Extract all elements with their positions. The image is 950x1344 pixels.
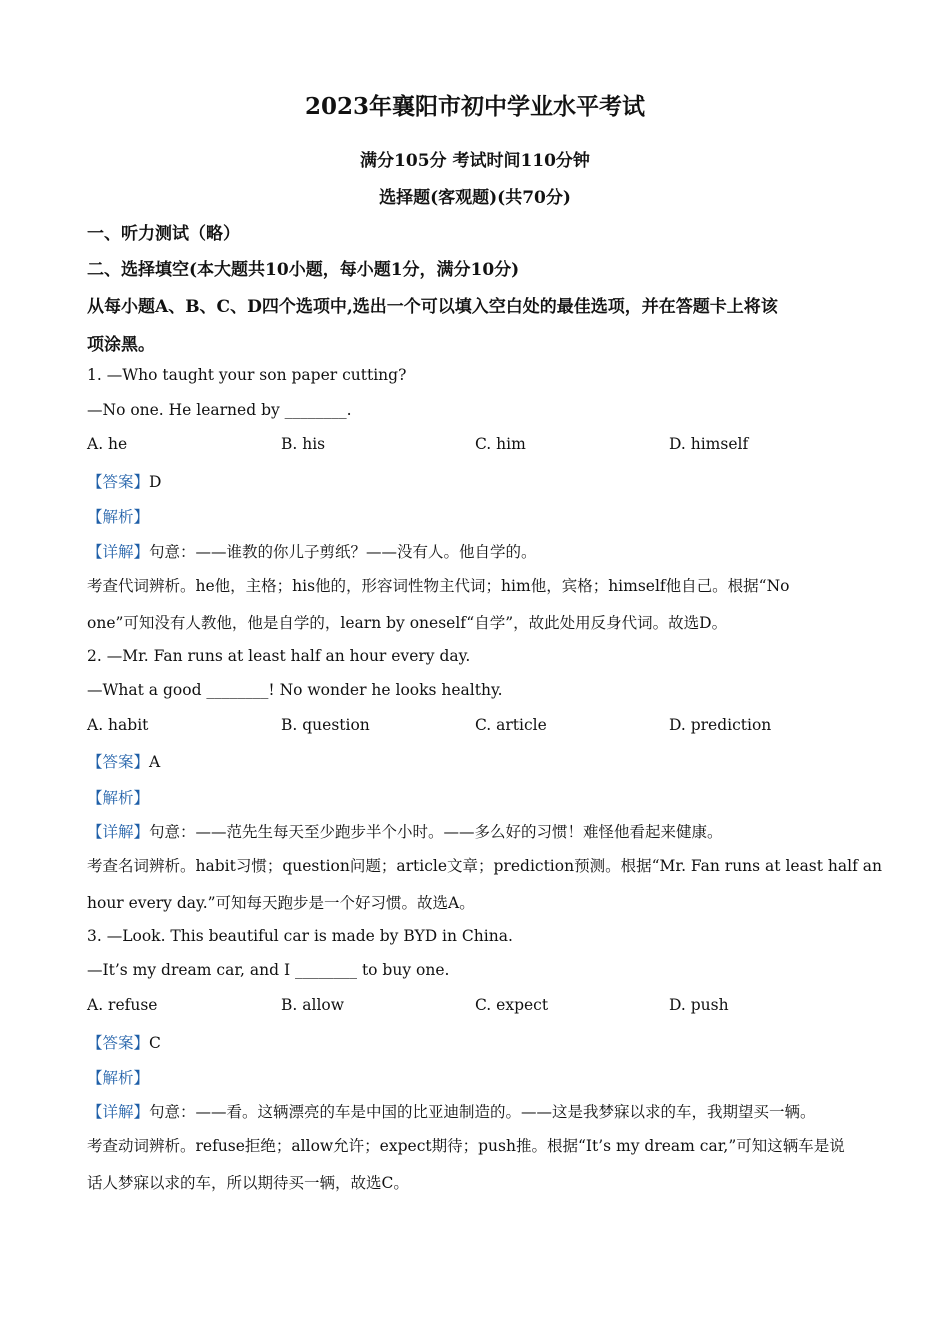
q2-detail-2: 考查名词辨析。habit习惯；question问题；article文章；prediction预测。根据“Mr. Fan runs at least half an — [87, 857, 882, 875]
q3-analysis-label: 【解析】 — [87, 1069, 150, 1087]
detail-label: 【详解】 — [87, 543, 150, 561]
detail-label: 【详解】 — [87, 823, 150, 841]
q3-detail-text-1: 句意：——看。这辆漂亮的车是中国的比亚迪制造的。——这是我梦寐以求的车，我期望买一辆。 — [149, 1103, 816, 1121]
q1-answer — [87, 470, 161, 492]
q1-detail-3: one”可知没有人教他，他是自学的，learn by oneself“自学”，故此处用反身代词。故选D。 — [87, 614, 728, 632]
q1-detail-1 — [87, 540, 537, 562]
q1-option-b: B. his — [281, 435, 326, 453]
detail-label: 【详解】 — [87, 1103, 150, 1121]
q1-detail-text-1: 句意：——谁教的你儿子剪纸？——没有人。他自学的。 — [149, 543, 537, 561]
answer-label: 【答案】 — [87, 473, 150, 491]
q2-answer-value: A — [149, 753, 161, 771]
q3-answer — [87, 1031, 161, 1053]
q1-option-a: A. he — [87, 435, 128, 453]
q2-stem-line-1: 2. —Mr. Fan runs at least half an hour every day. — [87, 647, 471, 665]
q2-detail-1 — [87, 820, 723, 842]
part-heading: 选择题(客观题)(共70分) — [379, 188, 571, 208]
q2-analysis-label: 【解析】 — [87, 789, 150, 807]
instruction-line-1: 从每小题A、B、C、D四个选项中,选出一个可以填入空白处的最佳选项，并在答题卡上将该 — [87, 297, 778, 317]
q3-detail-3: 话人梦寐以求的车，所以期待买一辆，故选C。 — [87, 1174, 409, 1192]
q3-option-c: C. expect — [475, 996, 549, 1014]
q1-stem-line-2: —No one. He learned by ________. — [87, 401, 352, 419]
q3-option-d: D. push — [669, 996, 729, 1014]
q3-option-a: A. refuse — [87, 996, 158, 1014]
q2-option-b: B. question — [281, 716, 370, 734]
q1-stem-line-1: 1. —Who taught your son paper cutting? — [87, 366, 407, 384]
q2-stem-line-2: —What a good ________! No wonder he looks healthy. — [87, 681, 503, 699]
q2-option-a: A. habit — [87, 716, 149, 734]
instruction-line-2: 项涂黑。 — [87, 335, 155, 355]
q1-option-c: C. him — [475, 435, 526, 453]
q2-option-d: D. prediction — [669, 716, 772, 734]
q1-option-d: D. himself — [669, 435, 749, 453]
q2-answer — [87, 750, 160, 772]
q3-detail-1 — [87, 1100, 816, 1122]
q3-detail-2: 考查动词辨析。refuse拒绝；allow允许；expect期待；push推。根据“It’s my dream car,”可知这辆车是说 — [87, 1137, 845, 1155]
q3-answer-value: C — [149, 1034, 161, 1052]
q2-detail-3: hour every day.”可知每天跑步是一个好习惯。故选A。 — [87, 894, 475, 912]
q1-detail-2: 考查代词辨析。he他，主格；his他的，形容词性物主代词；him他，宾格；himself他自己。根据“No — [87, 577, 790, 595]
q1-answer-value: D — [149, 473, 162, 491]
q2-detail-text-1: 句意：——范先生每天至少跑步半个小时。——多么好的习惯！难怪他看起来健康。 — [149, 823, 723, 841]
section-listening: 一、听力测试（略） — [87, 224, 240, 244]
q3-stem-line-1: 3. —Look. This beautiful car is made by BYD in China. — [87, 927, 513, 945]
q1-analysis-label: 【解析】 — [87, 508, 150, 526]
page-title: 2023年襄阳市初中学业水平考试 — [304, 93, 645, 120]
exam-info: 满分105分 考试时间110分钟 — [360, 151, 590, 171]
q3-option-b: B. allow — [281, 996, 344, 1014]
q2-option-c: C. article — [475, 716, 547, 734]
section-multiple-choice: 二、选择填空(本大题共10小题，每小题1分，满分10分) — [87, 260, 520, 280]
answer-label: 【答案】 — [87, 753, 150, 771]
q3-stem-line-2: —It’s my dream car, and I ________ to buy one. — [87, 961, 450, 979]
answer-label: 【答案】 — [87, 1034, 150, 1052]
